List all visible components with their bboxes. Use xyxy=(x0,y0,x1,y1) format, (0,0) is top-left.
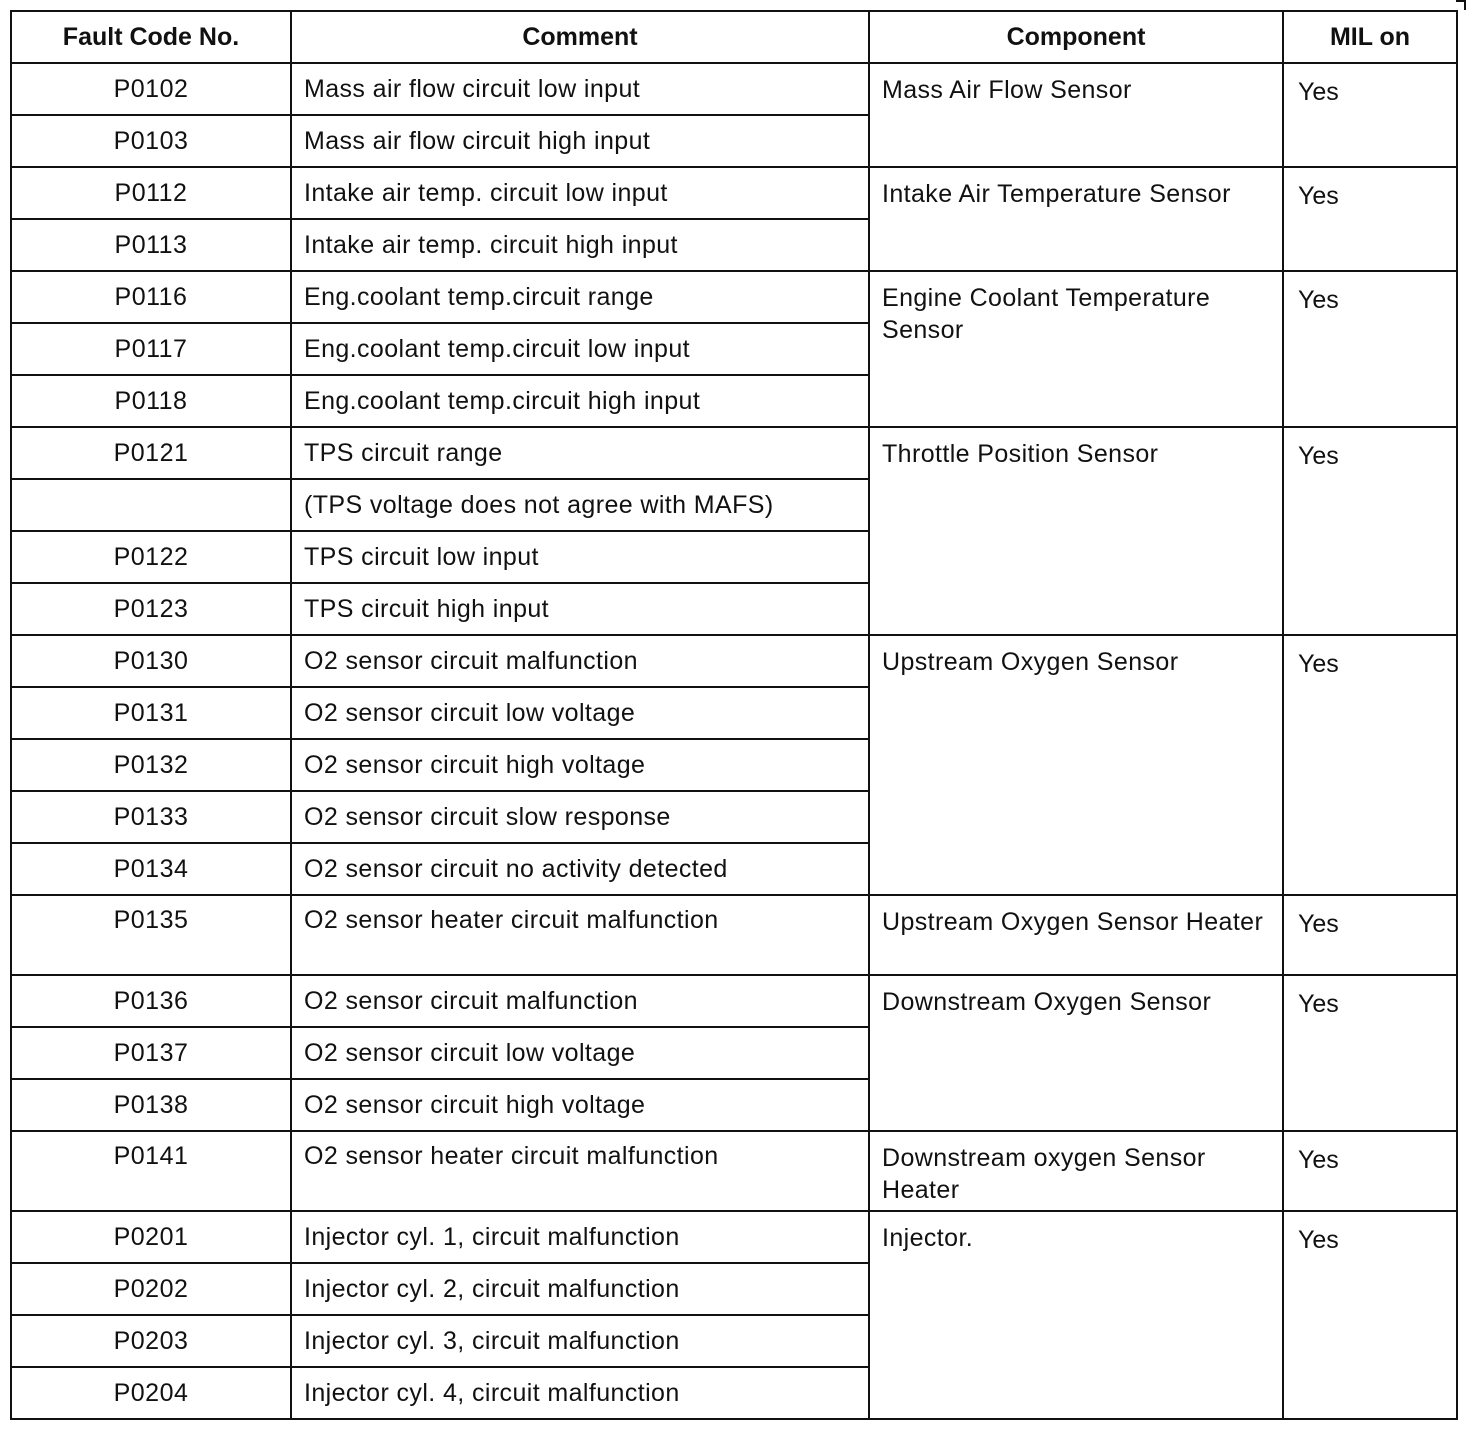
component-cell: Mass Air Flow Sensor xyxy=(869,63,1283,167)
fault-code-cell: P0113 xyxy=(11,219,291,271)
table-body xyxy=(11,63,1457,1419)
mil-on-cell: Yes xyxy=(1283,271,1457,427)
table-row xyxy=(11,1211,1457,1263)
table-row xyxy=(11,635,1457,687)
mil-on-cell: Yes xyxy=(1283,1211,1457,1419)
mil-on-cell: Yes xyxy=(1283,635,1457,895)
comment-cell: O2 sensor circuit low voltage xyxy=(291,1027,869,1079)
comment-cell: O2 sensor circuit high voltage xyxy=(291,739,869,791)
comment-cell: Intake air temp. circuit low input xyxy=(291,167,869,219)
header-mil-on: MIL on xyxy=(1283,11,1457,63)
fault-code-cell: P0118 xyxy=(11,375,291,427)
fault-code-cell: P0201 xyxy=(11,1211,291,1263)
table-header xyxy=(11,11,1457,63)
table-row xyxy=(11,271,1457,323)
mil-on-cell: Yes xyxy=(1283,895,1457,975)
fault-code-cell: P0117 xyxy=(11,323,291,375)
component-cell: Downstream Oxygen Sensor xyxy=(869,975,1283,1131)
fault-code-cell: P0136 xyxy=(11,975,291,1027)
comment-cell: Injector cyl. 3, circuit malfunction xyxy=(291,1315,869,1367)
comment-cell: O2 sensor circuit no activity detected xyxy=(291,843,869,895)
comment-cell: Intake air temp. circuit high input xyxy=(291,219,869,271)
comment-cell: Mass air flow circuit low input xyxy=(291,63,869,115)
comment-cell: Injector cyl. 4, circuit malfunction xyxy=(291,1367,869,1419)
fault-code-cell: P0132 xyxy=(11,739,291,791)
fault-code-sheet xyxy=(10,10,1458,1420)
comment-cell: Injector cyl. 2, circuit malfunction xyxy=(291,1263,869,1315)
comment-cell: Eng.coolant temp.circuit high input xyxy=(291,375,869,427)
component-cell: Upstream Oxygen Sensor xyxy=(869,635,1283,895)
fault-code-cell: P0204 xyxy=(11,1367,291,1419)
fault-code-cell: P0138 xyxy=(11,1079,291,1131)
component-cell: Throttle Position Sensor xyxy=(869,427,1283,635)
mil-on-cell: Yes xyxy=(1283,427,1457,635)
component-cell: Intake Air Temperature Sensor xyxy=(869,167,1283,271)
fault-code-cell: P0102 xyxy=(11,63,291,115)
fault-code-cell: P0122 xyxy=(11,531,291,583)
fault-code-table xyxy=(10,10,1458,1420)
table-row xyxy=(11,167,1457,219)
fault-code-cell: P0137 xyxy=(11,1027,291,1079)
fault-code-cell: P0130 xyxy=(11,635,291,687)
table-row xyxy=(11,975,1457,1027)
mil-on-cell: Yes xyxy=(1283,167,1457,271)
fault-code-cell: P0141 xyxy=(11,1131,291,1211)
fault-code-cell: P0103 xyxy=(11,115,291,167)
fault-code-cell: P0112 xyxy=(11,167,291,219)
component-cell: Upstream Oxygen Sensor Heater xyxy=(869,895,1283,975)
mil-on-cell: Yes xyxy=(1283,1131,1457,1211)
fault-code-cell: P0123 xyxy=(11,583,291,635)
comment-cell: O2 sensor circuit malfunction xyxy=(291,635,869,687)
comment-cell: Injector cyl. 1, circuit malfunction xyxy=(291,1211,869,1263)
comment-cell: O2 sensor circuit malfunction xyxy=(291,975,869,1027)
comment-cell: O2 sensor circuit low voltage xyxy=(291,687,869,739)
comment-cell: TPS circuit low input xyxy=(291,531,869,583)
mil-on-cell: Yes xyxy=(1283,63,1457,167)
fault-code-cell: P0121 xyxy=(11,427,291,479)
comment-cell: (TPS voltage does not agree with MAFS) xyxy=(291,479,869,531)
fault-code-cell: P0134 xyxy=(11,843,291,895)
fault-code-cell xyxy=(11,479,291,531)
comment-cell: TPS circuit high input xyxy=(291,583,869,635)
comment-cell: O2 sensor circuit slow response xyxy=(291,791,869,843)
header-fault-code: Fault Code No. xyxy=(11,11,291,63)
table-row xyxy=(11,427,1457,479)
component-cell: Downstream oxygen Sensor Heater xyxy=(869,1131,1283,1211)
fault-code-cell: P0135 xyxy=(11,895,291,975)
comment-cell: Eng.coolant temp.circuit range xyxy=(291,271,869,323)
fault-code-cell: P0203 xyxy=(11,1315,291,1367)
header-row xyxy=(11,11,1457,63)
comment-cell: Eng.coolant temp.circuit low input xyxy=(291,323,869,375)
header-component: Component xyxy=(869,11,1283,63)
comment-cell: O2 sensor circuit high voltage xyxy=(291,1079,869,1131)
table-row xyxy=(11,1131,1457,1211)
fault-code-cell: P0131 xyxy=(11,687,291,739)
fault-code-cell: P0116 xyxy=(11,271,291,323)
fault-code-cell: P0202 xyxy=(11,1263,291,1315)
table-row xyxy=(11,63,1457,115)
component-cell: Injector. xyxy=(869,1211,1283,1419)
comment-cell: TPS circuit range xyxy=(291,427,869,479)
table-row xyxy=(11,895,1457,975)
header-comment: Comment xyxy=(291,11,869,63)
mil-on-cell: Yes xyxy=(1283,975,1457,1131)
comment-cell: Mass air flow circuit high input xyxy=(291,115,869,167)
fault-code-cell: P0133 xyxy=(11,791,291,843)
page-corner-mark xyxy=(1456,0,1466,10)
comment-cell: O2 sensor heater circuit malfunction xyxy=(291,895,869,975)
comment-cell: O2 sensor heater circuit malfunction xyxy=(291,1131,869,1211)
component-cell: Engine Coolant Temperature Sensor xyxy=(869,271,1283,427)
